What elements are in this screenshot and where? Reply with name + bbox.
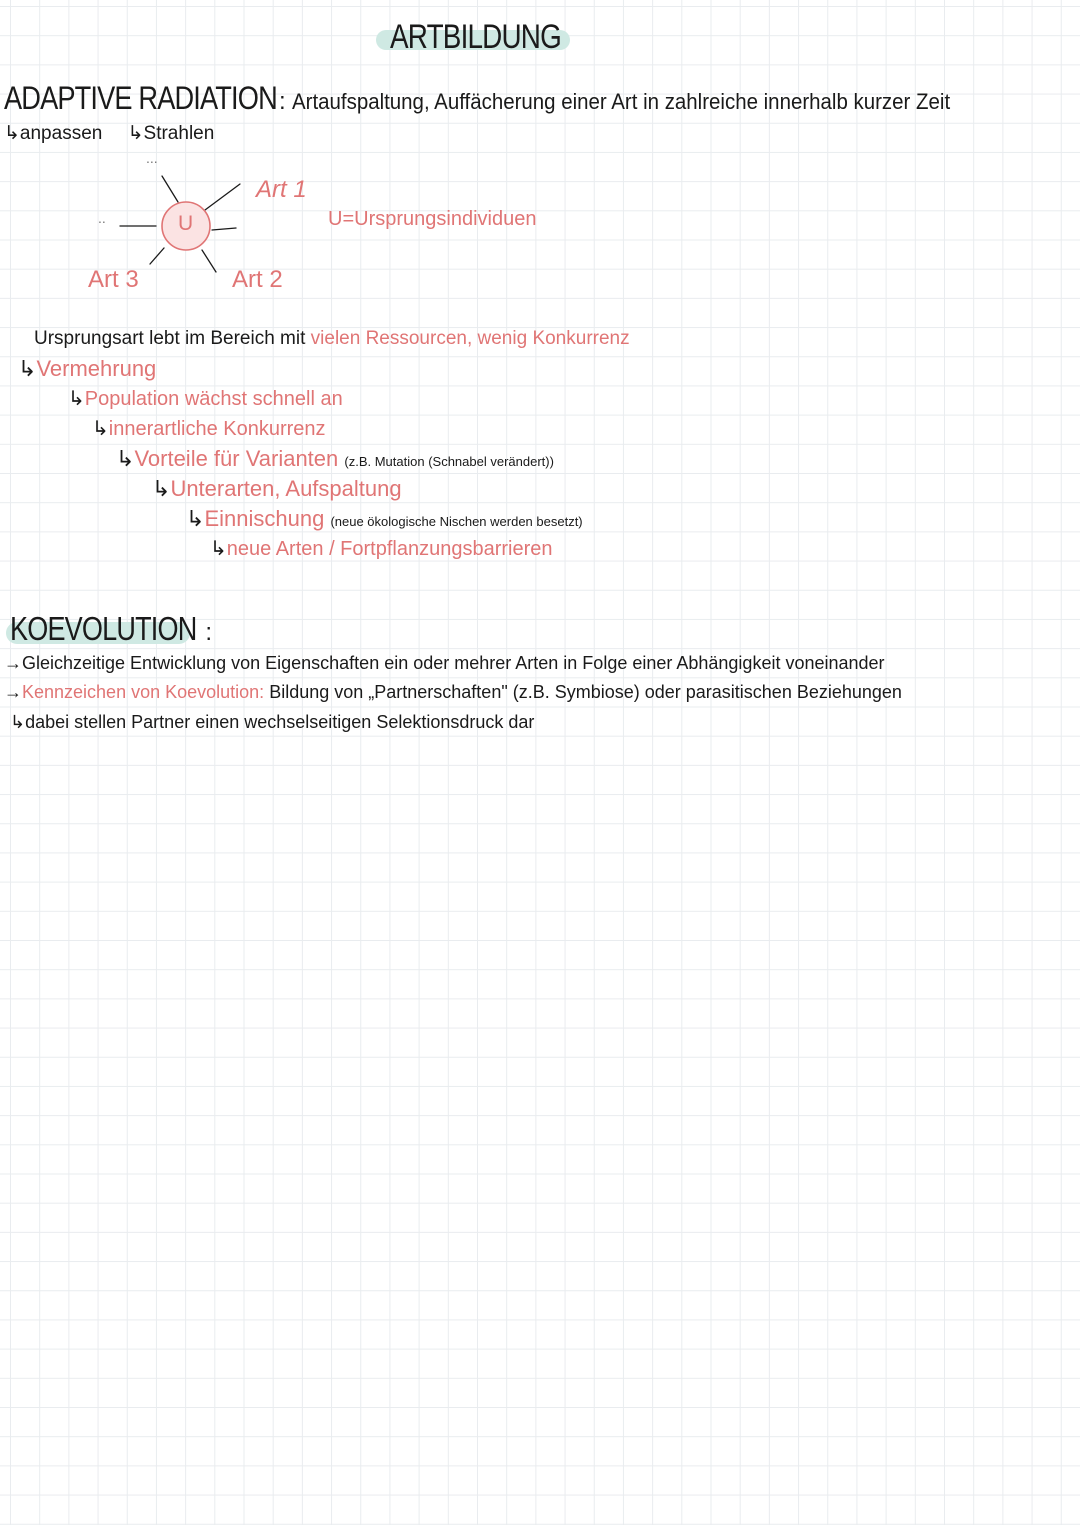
line2-highlight: Kennzeichen von Koevolution: <box>22 682 265 702</box>
dots-left: .. <box>98 210 106 226</box>
adaptive-sub-line <box>4 122 214 145</box>
step-arrow-icon: ↳ <box>186 506 205 531</box>
step-6 <box>186 506 583 532</box>
step-2 <box>68 386 343 411</box>
koevolution-line-1 <box>4 653 885 674</box>
koevolution-colon: : <box>205 619 213 646</box>
sub-arrow-icon: ↳ <box>127 123 144 144</box>
line-arrow-icon: → <box>4 682 22 702</box>
dots-top: ... <box>146 150 158 166</box>
step-text: Vermehrung <box>36 356 157 381</box>
sub-strahlen: Strahlen <box>143 123 215 144</box>
step-note: (z.B. Mutation (Schnabel verändert)) <box>344 454 554 469</box>
line3-text: dabei stellen Partner einen wechselseitigen Selektionsdruck dar <box>25 712 535 732</box>
art1-label: Art 1 <box>256 176 307 203</box>
process-intro <box>34 328 630 350</box>
line-arrow-icon: → <box>4 653 22 673</box>
step-arrow-icon: ↳ <box>92 418 109 440</box>
step-arrow-icon: ↳ <box>18 356 37 381</box>
adaptive-definition: Artaufspaltung, Auffächerung einer Art in zahlreiche innerhalb kurzer Zeit <box>292 89 951 114</box>
ray-lower-right <box>202 250 216 272</box>
line-arrow-icon: ↳ <box>10 712 26 732</box>
ray-right <box>212 228 236 230</box>
koevolution-line-3 <box>10 712 534 733</box>
diagram-legend: U=Ursprungsindividuen <box>328 208 537 230</box>
page-title: ARTBILDUNG <box>390 18 561 56</box>
step-arrow-icon: ↳ <box>68 388 85 410</box>
art2-label: Art 2 <box>232 266 283 293</box>
koevolution-heading: KOEVOLUTION <box>10 610 197 647</box>
step-5 <box>152 476 402 502</box>
step-3 <box>92 416 326 441</box>
ray-top <box>162 176 178 202</box>
step-text: Population wächst schnell an <box>84 388 343 410</box>
sub-anpassen: anpassen <box>19 123 103 144</box>
adaptive-radiation-heading: ADAPTIVE RADIATION <box>4 80 277 116</box>
sub-arrow-icon: ↳ <box>4 123 20 144</box>
step-4 <box>116 446 554 472</box>
koevolution-line-2 <box>4 682 902 703</box>
koevolution-heading-line <box>10 610 212 648</box>
intro-prefix: Ursprungsart lebt im Bereich mit <box>34 328 311 349</box>
intro-highlight: vielen Ressourcen, wenig Konkurrenz <box>310 328 630 349</box>
step-7 <box>210 536 553 561</box>
step-text: innerartliche Konkurrenz <box>108 418 326 440</box>
step-note: (neue ökologische Nischen werden besetzt) <box>330 514 583 529</box>
step-arrow-icon: ↳ <box>116 446 135 471</box>
adaptive-radiation-line <box>4 80 1000 117</box>
step-1 <box>18 356 156 382</box>
ray-lower-left <box>150 248 164 264</box>
step-text: Einnischung <box>204 506 325 531</box>
step-arrow-icon: ↳ <box>210 538 227 560</box>
step-arrow-icon: ↳ <box>152 476 171 501</box>
adaptive-colon: : <box>279 88 286 115</box>
step-text: Vorteile für Varianten <box>134 446 339 471</box>
art3-label: Art 3 <box>88 266 139 293</box>
step-text: neue Arten / Fortpflanzungsbarrieren <box>226 538 553 560</box>
line1-text: Gleichzeitige Entwicklung von Eigenschaften ein oder mehrer Arten in Folge einer Abhängigkeit voneinander <box>22 653 885 673</box>
line2-text: Bildung von „Partnerschaften" (z.B. Symbiose) oder parasitischen Beziehungen <box>264 682 902 702</box>
step-text: Unterarten, Aufspaltung <box>170 476 402 501</box>
origin-label: U <box>178 212 194 235</box>
ray-upper-right <box>205 184 240 210</box>
